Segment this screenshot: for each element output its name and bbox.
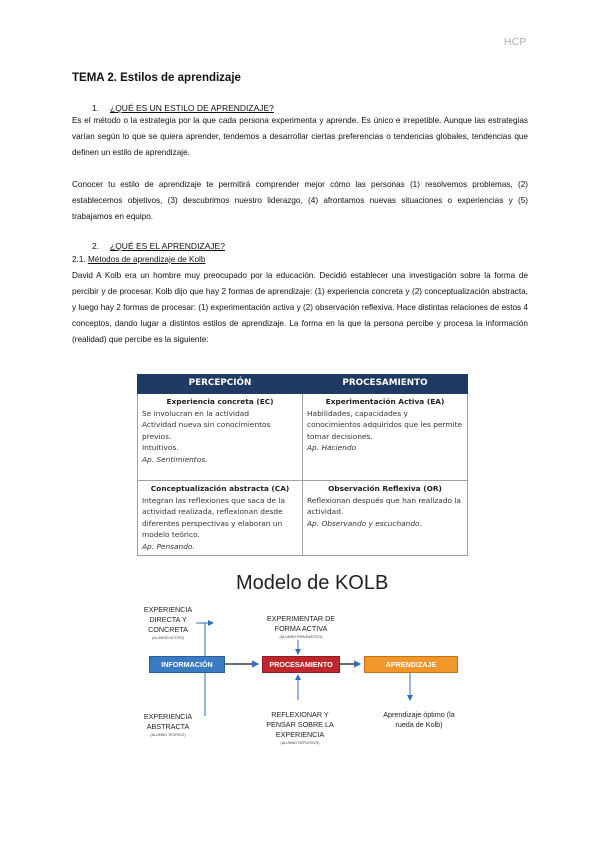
subsection-21-title: Métodos de aprendizaje de Kolb: [87, 255, 206, 264]
cell-heading: Observación Reflexiva (OR): [328, 484, 442, 493]
label-reflexionar-small: (ALUMNO REFLEXIVO): [280, 741, 320, 745]
subsection-21-number: 2.1.: [72, 255, 86, 264]
section2-number: 2.: [92, 241, 100, 251]
cell-line: Habilidades, capacidades y conocimientos adquiridos que les permite tomar decisiones.: [307, 408, 463, 441]
section1-title: ¿QUÉ ES UN ESTILO DE APRENDIZAJE?: [110, 103, 274, 113]
header-tag: HCP: [504, 37, 527, 48]
cell-heading: Experimentación Activa (EA): [325, 397, 445, 406]
cell-line: Intuitivos.: [142, 443, 179, 452]
cell-ap: Ap. Sentimientos.: [142, 454, 208, 464]
box-informacion: INFORMACIÓN: [149, 656, 225, 673]
label-experiencia-directa-small: (ALUMNO ACTIVO): [152, 636, 184, 640]
label-aprendizaje-optimo: Aprendizaje óptimo (la rueda de Kolb): [383, 710, 455, 729]
label-reflexionar-text: REFLEXIONAR Y PENSAR SOBRE LA EXPERIENCIA: [266, 710, 334, 739]
paragraph-1: Es el método o la estrategia por la que cada persona experimenta y aprende. Es único e irrepetible. Aunque las estrategias varían según lo que se quiera aprender, tendemos a desarrollar ciertas preferencias o tendencias globales, tendencias que definen un estilo de aprendizaje.: [72, 116, 528, 157]
cell-ap: Ap. Pensando.: [142, 541, 195, 551]
box-procesamiento: PROCESAMIENTO: [262, 656, 340, 673]
cell-line: Actividad nueva sin conocimientos previos.: [142, 420, 271, 441]
label-experimentar-text: EXPERIMENTAR DE FORMA ACTIVA: [266, 614, 336, 633]
label-experiencia-directa: [136, 605, 200, 641]
label-experimentar-small: (ALUMNO PRAGMÁTICO): [279, 635, 323, 639]
paragraph-3: David A Kolb era un hombre muy preocupado por la educación. Decidió establecer una investigación sobre la forma de percibir y de procesar. Kolb dijo que hay 2 formas de aprendizaje: (1) experiencia concreta y (2) conceptualización abstracta, y luego hay 2 formas de procesar: (1) experimentación activa y (2) observación reflexiva. Hace distintas relaciones de estos 4 conceptos, dando lugar a distintos estilos de aprendizaje. La forma en la que la persona percibe y procesa la información (realidad) que percibe es la siguiente:: [72, 271, 528, 344]
section2-title: ¿QUÉ ES EL APRENDIZAJE?: [110, 241, 225, 251]
label-experiencia-abstracta-small: (ALUMNO TEÓRICO): [150, 733, 186, 737]
table-header-percepcion: PERCEPCIÓN: [138, 375, 303, 394]
section1-number: 1.: [92, 103, 100, 113]
label-experiencia-abstracta: [139, 712, 197, 738]
cell-line: Reflexionan después que han realizado la actividad.: [307, 495, 461, 516]
cell-line: Se involucran en la actividad: [142, 408, 250, 418]
cell-ap: Ap. Haciendo: [307, 443, 357, 452]
kolb-model-title: Modelo de KOLB: [236, 572, 389, 594]
cell-heading: Conceptualización abstracta (CA): [150, 484, 290, 493]
label-experiencia-abstracta-text: EXPERIENCIA ABSTRACTA: [143, 712, 193, 731]
page-title: TEMA 2. Estilos de aprendizaje: [72, 72, 241, 84]
box-aprendizaje: APRENDIZAJE: [364, 656, 458, 673]
label-experimentar: [258, 614, 344, 640]
table-header-procesamiento: PROCESAMIENTO: [303, 375, 468, 394]
label-experiencia-directa-text: EXPERIENCIA DIRECTA Y CONCRETA: [143, 605, 193, 634]
cell-line: Integran las reflexiones que saca de la actividad realizada, reflexionan desde diferentes perspectivas y elaboran un modelo teórico.: [142, 495, 286, 539]
cell-heading: Experiencia concreta (EC): [166, 397, 274, 406]
cell-ap: Ap. Observando y escuchando.: [307, 518, 422, 528]
paragraph-2: Conocer tu estilo de aprendizaje te permitirá comprender mejor cómo las personas (1) resolvemos problemas, (2) establecemos objetivos, (3) descubrimos nuestro liderazgo, (4) afrontamos nuevas situaciones o experiencias y (5) trabajamos en equipo.: [72, 180, 528, 221]
label-reflexionar: [265, 710, 335, 746]
